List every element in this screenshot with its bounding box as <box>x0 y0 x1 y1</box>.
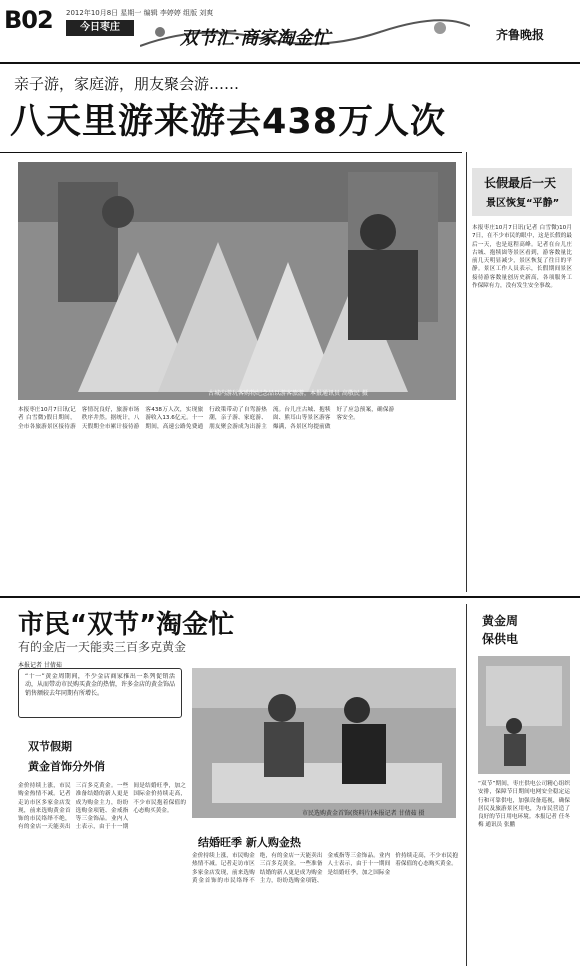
dateline: 2012年10月8日 星期一 编辑 李婷婷 组版 刘爽 <box>66 9 214 17</box>
power-title-line2: 保供电 <box>482 632 519 646</box>
lead-rule <box>0 152 462 153</box>
sidebar-title-box <box>472 168 572 216</box>
gold-photo-caption: 市民选购黄金首饰(资料片)本报记者 甘倩茹 摄 <box>302 810 425 817</box>
section-rule <box>0 596 580 598</box>
lead-kicker: 亲子游，家庭游，朋友聚会游…… <box>14 75 240 93</box>
gold-photo <box>192 668 456 818</box>
lead-photo-caption: 古城内游玩客购物纪念品以游客旅游，本报通讯员 高敬民 摄 <box>208 390 368 397</box>
newspaper-logo: 齐鲁晚报 <box>496 28 545 42</box>
lead-photo-image <box>18 162 456 400</box>
sidebar-title-line2: 景区恢复“平静” <box>486 198 560 209</box>
second-body-left: 金价持续上涨，市民购金热情不减。记者走访市区多家金店发现，前来选购黄金首饰的市民络绎不绝，有的金店一天能卖出三百多克黄金。一些准备结婚的新人更是成为购金主力，纷纷选购金项链、金戒指等三金饰品。业内人士表示，由于十一期间是结婚旺季，加之国际金价持续走高，不少市民抱着保值的心态购买黄金。 <box>18 783 186 831</box>
second-byline: 本报记者 甘倩茹 <box>18 662 62 669</box>
page-header <box>0 0 580 66</box>
second-body-right: 金价持续上涨，市民购金热情不减。记者走访市区多家金店发现，前来选购黄金首饰的市民络绎不绝，有的金店一天能卖出三百多克黄金。一些准备结婚的新人更是成为购金主力，纷纷选购金项链、金戒指等三金饰品。业内人士表示，由于十一期间是结婚旺季，加之国际金价持续走高，不少市民抱着保值的心态购买黄金。 <box>192 853 458 884</box>
quote-box <box>18 668 182 718</box>
gold-photo-image <box>192 668 456 818</box>
header-rule <box>0 62 580 64</box>
power-title-line1: 黄金周 <box>482 614 519 628</box>
power-body: “双节”期间，枣庄供电公司精心组织安排，保障节日期间电网安全稳定运行和可靠供电，加强设备巡视，确保居民及旅游景区用电，为市民营造了良好的节日用电环境。本报记者 任冬梅 通讯员 张鹏 <box>478 781 570 829</box>
subhead2: 结婚旺季 新人购金热 <box>198 836 301 849</box>
sidebar-body: 本报枣庄10月7日讯(记者 白雪微)10月7日，在不少市民的眼中，这是长假的最后一天，也是返程高峰。记者在台儿庄古城、抱犊崮等景区看到，游客数量比前几天明显减少，景区恢复了往日的平静。景区工作人员表示，长假期间景区接待游客数量创历史新高，各项服务工作保障有力，没有发生安全事故。 <box>472 225 572 290</box>
sidebar-title-line1: 长假最后一天 <box>484 176 557 190</box>
second-headline: 市民“双节”淘金忙 <box>18 610 235 640</box>
quote-text: “十一”黄金周期间，不少金店商家推出一系列促销活动，从而带动市民购买黄金的热情，许多金店的黄金饰品销售额较去年同期有所增长。 <box>25 673 175 697</box>
lead-headline: 八天里游来游去438万人次 <box>10 102 447 142</box>
subhead1-line1: 双节假期 <box>28 740 72 753</box>
page-number: B02 <box>4 6 53 34</box>
column-divider-bottom <box>466 604 467 966</box>
section-label: 今日枣庄 <box>66 20 134 36</box>
second-subheadline: 有的金店一天能卖三百多克黄金 <box>18 640 187 654</box>
power-photo <box>478 656 570 774</box>
banner <box>140 18 470 52</box>
power-photo-image <box>478 656 570 774</box>
column-divider <box>466 152 467 592</box>
lead-body: 本报枣庄10月7日讯(记者 白雪微)假日期间，全市各旅游景区接待游客情况良好，旅游市场秩序井然。据统计，八天假期全市累计接待游客438万人次，实现旅游收入13.6亿元。十一期间，高速公路免费通行政策带动了自驾游热潮，亲子游、家庭游、朋友聚会游成为出游主流。台儿庄古城、抱犊崮、熊耳山等景区游客爆满，各景区均提前做好了应急预案，确保游客安全。 <box>18 407 395 430</box>
subhead1-line2: 黄金首饰分外俏 <box>28 760 105 773</box>
lead-photo <box>18 162 456 400</box>
banner-title: 双节汇·商家淘金忙 <box>180 28 331 49</box>
